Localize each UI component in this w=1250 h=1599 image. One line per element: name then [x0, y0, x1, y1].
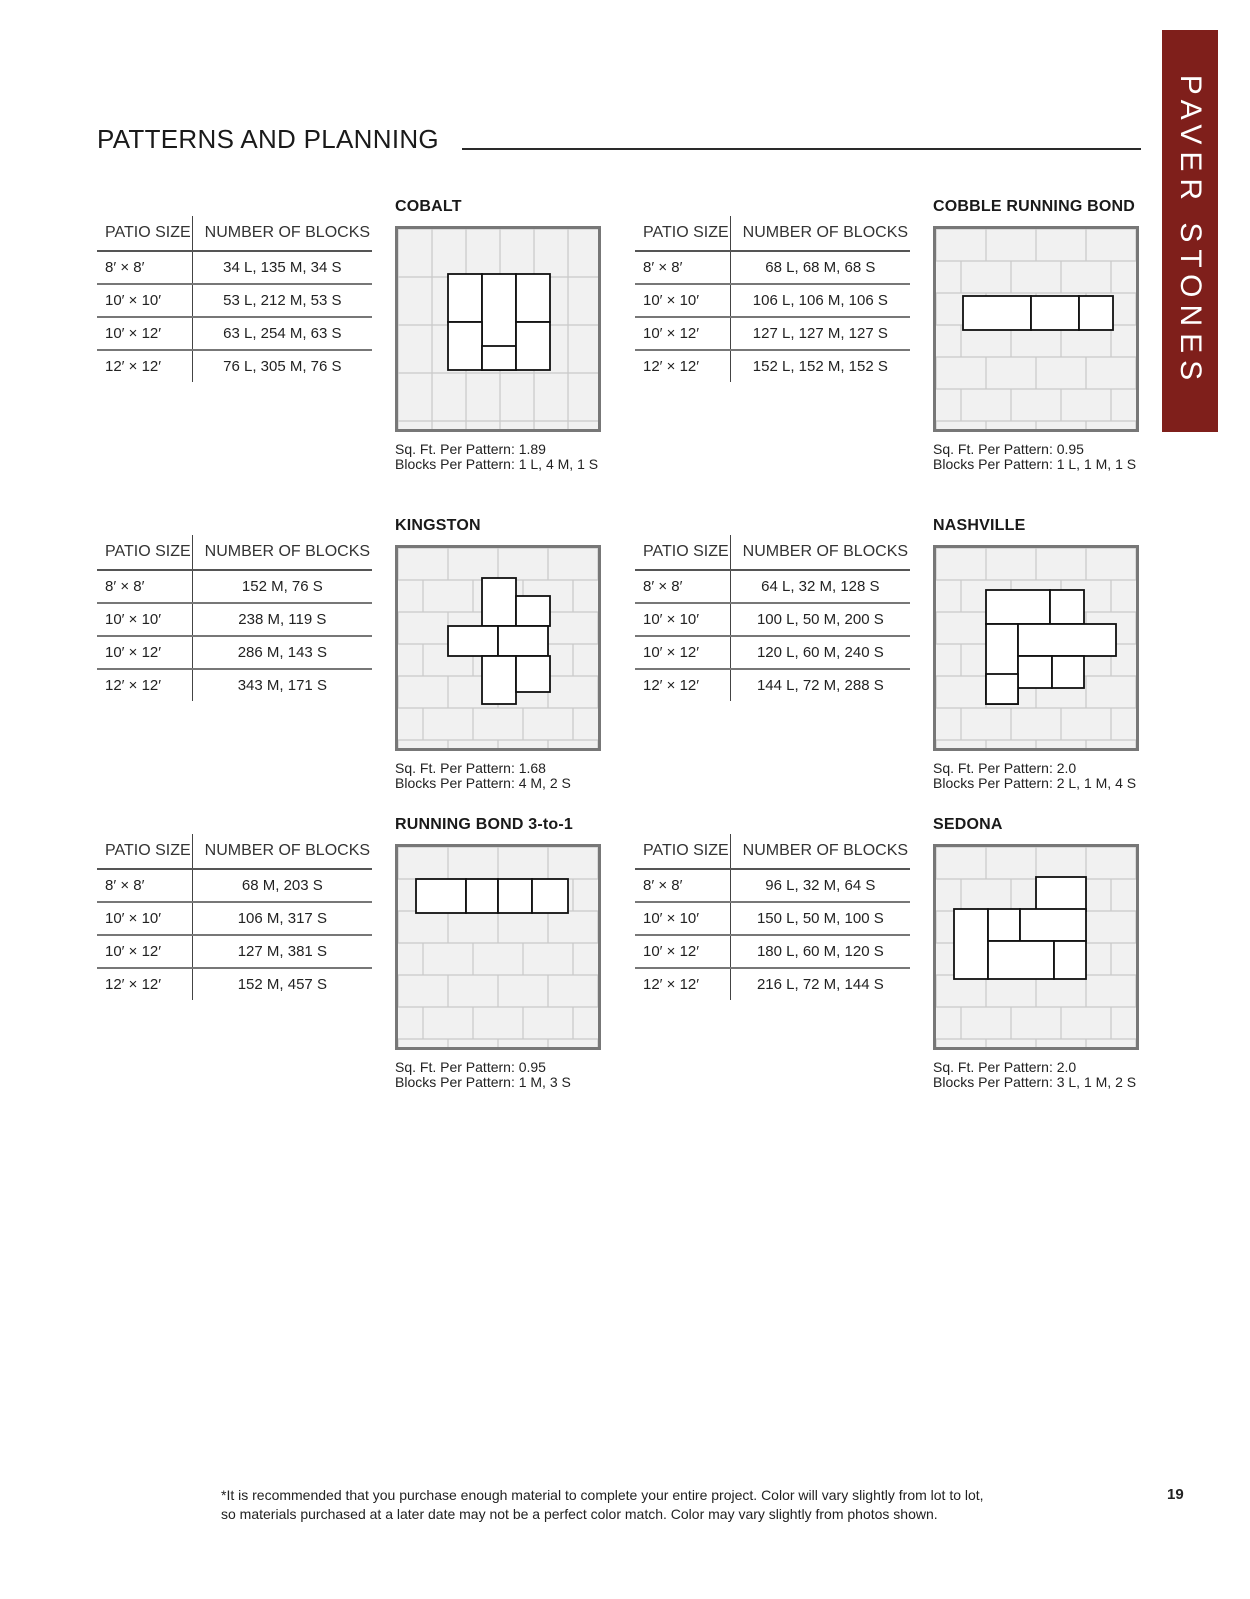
blocks-per-pattern: Blocks Per Pattern: 1 M, 3 S — [395, 1074, 571, 1090]
footnote-line: *It is recommended that you purchase enough material to complete your entire project. Color will vary slightly from lot to lot, — [221, 1487, 984, 1503]
page-number: 19 — [1167, 1486, 1184, 1503]
patio-size-header: PATIO SIZE — [97, 216, 192, 251]
pattern-block — [448, 274, 482, 322]
block-count-cell: 120 L, 60 M, 240 S — [730, 636, 910, 669]
number-of-blocks-header: NUMBER OF BLOCKS — [730, 535, 910, 570]
block-count-cell: 127 L, 127 M, 127 S — [730, 317, 910, 350]
patio-size-cell: 10′ × 12′ — [635, 935, 730, 968]
pattern-diagram — [933, 226, 1139, 432]
pattern-block — [516, 596, 550, 626]
pattern-block — [986, 590, 1050, 624]
pattern-section — [97, 816, 637, 1144]
block-count-cell: 76 L, 305 M, 76 S — [192, 350, 372, 382]
table-row — [635, 317, 910, 350]
patio-size-cell: 10′ × 10′ — [635, 902, 730, 935]
sqft-per-pattern: Sq. Ft. Per Pattern: 0.95 — [933, 441, 1084, 457]
pattern-stats — [933, 761, 1136, 791]
pattern-block — [416, 879, 466, 913]
pattern-block — [466, 879, 498, 913]
table-row — [635, 968, 910, 1000]
pattern-block — [1031, 296, 1079, 330]
number-of-blocks-header: NUMBER OF BLOCKS — [730, 216, 910, 251]
pattern-block — [1020, 909, 1086, 941]
section-tab-label: PAVER STONES — [1174, 74, 1207, 388]
patio-size-cell: 12′ × 12′ — [643, 358, 700, 375]
pattern-block — [1052, 656, 1084, 688]
pattern-block — [1036, 877, 1086, 911]
pattern-block — [516, 274, 550, 322]
table-row — [635, 935, 910, 968]
block-count-cell: 68 L, 68 M, 68 S — [730, 251, 910, 284]
pattern-block — [1079, 296, 1113, 330]
block-count-cell: 152 L, 152 M, 152 S — [730, 350, 910, 382]
table-row — [635, 902, 910, 935]
pattern-block — [988, 909, 1020, 941]
table-row — [97, 570, 372, 603]
table-row — [97, 968, 372, 1000]
table-row — [635, 284, 910, 317]
table-row — [97, 669, 372, 701]
pattern-block — [498, 626, 548, 656]
table-row — [97, 317, 372, 350]
sqft-per-pattern: Sq. Ft. Per Pattern: 1.89 — [395, 441, 546, 457]
pattern-stats — [395, 761, 571, 791]
patio-size-cell: 12′ × 12′ — [105, 976, 162, 993]
page-title: PATTERNS AND PLANNING — [97, 124, 439, 154]
patio-size-cell: 10′ × 12′ — [97, 317, 192, 350]
patio-size-cell: 10′ × 10′ — [97, 902, 192, 935]
table-header-row — [97, 216, 372, 251]
block-count-cell: 96 L, 32 M, 64 S — [730, 869, 910, 902]
pattern-stats — [395, 442, 598, 472]
table-row — [97, 636, 372, 669]
patio-size-cell: 12′ × 12′ — [105, 677, 162, 694]
patio-table — [635, 535, 910, 701]
number-of-blocks-header: NUMBER OF BLOCKS — [192, 216, 372, 251]
patio-size-header: PATIO SIZE — [97, 535, 192, 570]
block-count-cell: 53 L, 212 M, 53 S — [192, 284, 372, 317]
pattern-block — [1054, 941, 1086, 979]
pattern-block — [482, 346, 516, 370]
table-header-row — [97, 535, 372, 570]
number-of-blocks-header: NUMBER OF BLOCKS — [730, 834, 910, 869]
pattern-section — [635, 816, 1175, 1144]
block-count-cell: 180 L, 60 M, 120 S — [730, 935, 910, 968]
pattern-section — [635, 198, 1175, 526]
block-count-cell: 343 M, 171 S — [192, 669, 372, 701]
block-count-cell: 63 L, 254 M, 63 S — [192, 317, 372, 350]
block-count-cell: 106 M, 317 S — [192, 902, 372, 935]
patio-size-header: PATIO SIZE — [635, 834, 730, 869]
table-row — [97, 284, 372, 317]
pattern-name: NASHVILLE — [933, 517, 1026, 534]
sqft-per-pattern: Sq. Ft. Per Pattern: 2.0 — [933, 760, 1077, 776]
block-count-cell: 68 M, 203 S — [192, 869, 372, 902]
patio-size-cell: 10′ × 12′ — [97, 935, 192, 968]
pattern-section — [635, 517, 1175, 845]
table-header-row — [97, 834, 372, 869]
table-header-row — [635, 834, 910, 869]
sqft-per-pattern: Sq. Ft. Per Pattern: 1.68 — [395, 760, 546, 776]
patio-size-cell: 10′ × 12′ — [97, 636, 192, 669]
patio-size-header: PATIO SIZE — [97, 834, 192, 869]
pattern-block — [482, 578, 516, 626]
block-count-cell: 150 L, 50 M, 100 S — [730, 902, 910, 935]
table-row — [635, 251, 910, 284]
blocks-per-pattern: Blocks Per Pattern: 4 M, 2 S — [395, 775, 571, 791]
pattern-block — [498, 879, 532, 913]
blocks-per-pattern: Blocks Per Pattern: 2 L, 1 M, 4 S — [933, 775, 1137, 791]
patio-size-cell: 12′ × 12′ — [643, 976, 700, 993]
patio-size-header: PATIO SIZE — [635, 535, 730, 570]
patio-size-cell: 10′ × 12′ — [635, 317, 730, 350]
pattern-block — [1018, 624, 1116, 656]
pattern-block — [482, 656, 516, 704]
patio-size-cell: 10′ × 10′ — [635, 603, 730, 636]
patio-size-cell: 8′ × 8′ — [635, 869, 730, 902]
title-divider — [462, 148, 1141, 150]
patio-size-cell: 12′ × 12′ — [105, 358, 162, 375]
block-count-cell: 34 L, 135 M, 34 S — [192, 251, 372, 284]
table-row — [635, 636, 910, 669]
patio-size-header: PATIO SIZE — [635, 216, 730, 251]
patio-size-cell: 10′ × 10′ — [97, 603, 192, 636]
block-count-cell: 100 L, 50 M, 200 S — [730, 603, 910, 636]
patio-table — [97, 834, 372, 1000]
table-row — [635, 350, 910, 382]
block-count-cell: 144 L, 72 M, 288 S — [730, 669, 910, 701]
block-count-cell: 127 M, 381 S — [192, 935, 372, 968]
table-row — [635, 869, 910, 902]
table-header-row — [635, 216, 910, 251]
pattern-diagram — [395, 844, 601, 1050]
block-count-cell: 106 L, 106 M, 106 S — [730, 284, 910, 317]
table-row — [635, 669, 910, 701]
number-of-blocks-header: NUMBER OF BLOCKS — [192, 834, 372, 869]
patio-table — [97, 535, 372, 701]
block-count-cell: 286 M, 143 S — [192, 636, 372, 669]
patio-size-cell: 10′ × 10′ — [635, 284, 730, 317]
pattern-diagram-svg — [936, 548, 1136, 748]
pattern-block — [1018, 656, 1052, 688]
pattern-stats — [933, 1060, 1136, 1090]
footnote-line: so materials purchased at a later date may not be a perfect color match. Color may vary slightly from photos shown. — [221, 1506, 938, 1522]
sqft-per-pattern: Sq. Ft. Per Pattern: 2.0 — [933, 1059, 1077, 1075]
table-row — [635, 570, 910, 603]
pattern-diagram — [933, 844, 1139, 1050]
patio-size-cell: 8′ × 8′ — [97, 251, 192, 284]
patio-size-cell: 12′ × 12′ — [643, 677, 700, 694]
block-count-cell: 64 L, 32 M, 128 S — [730, 570, 910, 603]
number-of-blocks-header: NUMBER OF BLOCKS — [192, 535, 372, 570]
footnote — [221, 1486, 984, 1524]
table-row — [97, 603, 372, 636]
pattern-diagram — [933, 545, 1139, 751]
patio-table — [635, 216, 910, 382]
pattern-diagram-svg — [398, 847, 598, 1047]
blocks-per-pattern: Blocks Per Pattern: 1 L, 4 M, 1 S — [395, 456, 599, 472]
pattern-name: RUNNING BOND 3-to-1 — [395, 816, 574, 833]
pattern-stats — [395, 1060, 571, 1090]
pattern-section — [97, 517, 637, 845]
pattern-block — [532, 879, 568, 913]
pattern-block — [988, 941, 1054, 979]
pattern-stats — [933, 442, 1136, 472]
pattern-name: COBALT — [395, 198, 462, 215]
patio-size-cell: 8′ × 8′ — [97, 869, 192, 902]
blocks-per-pattern: Blocks Per Pattern: 3 L, 1 M, 2 S — [933, 1074, 1137, 1090]
pattern-block — [986, 674, 1018, 704]
pattern-section — [97, 198, 637, 526]
pattern-name: SEDONA — [933, 816, 1003, 833]
patio-size-cell: 8′ × 8′ — [635, 570, 730, 603]
pattern-diagram-svg — [936, 847, 1136, 1047]
pattern-block — [963, 296, 1031, 330]
pattern-block — [448, 322, 482, 370]
patio-size-cell: 10′ × 12′ — [635, 636, 730, 669]
pattern-diagram — [395, 545, 601, 751]
pattern-diagram-svg — [936, 229, 1136, 429]
sqft-per-pattern: Sq. Ft. Per Pattern: 0.95 — [395, 1059, 546, 1075]
table-row — [97, 869, 372, 902]
patio-size-cell: 8′ × 8′ — [97, 570, 192, 603]
pattern-diagram-svg — [398, 229, 598, 429]
pattern-block — [1050, 590, 1084, 624]
table-row — [97, 350, 372, 382]
table-row — [97, 251, 372, 284]
patio-table — [97, 216, 372, 382]
pattern-diagram — [395, 226, 601, 432]
table-row — [97, 935, 372, 968]
block-count-cell: 152 M, 76 S — [192, 570, 372, 603]
pattern-block — [516, 656, 550, 692]
table-row — [97, 902, 372, 935]
patio-size-cell: 8′ × 8′ — [635, 251, 730, 284]
patio-table — [635, 834, 910, 1000]
pattern-name: COBBLE RUNNING BOND — [933, 198, 1136, 215]
block-count-cell: 216 L, 72 M, 144 S — [730, 968, 910, 1000]
table-row — [635, 603, 910, 636]
pattern-block — [516, 322, 550, 370]
block-count-cell: 238 M, 119 S — [192, 603, 372, 636]
pattern-block — [448, 626, 498, 656]
pattern-diagram-svg — [398, 548, 598, 748]
patio-size-cell: 10′ × 10′ — [97, 284, 192, 317]
pattern-block — [954, 909, 988, 979]
table-header-row — [635, 535, 910, 570]
pattern-name: KINGSTON — [395, 517, 481, 534]
blocks-per-pattern: Blocks Per Pattern: 1 L, 1 M, 1 S — [933, 456, 1137, 472]
block-count-cell: 152 M, 457 S — [192, 968, 372, 1000]
